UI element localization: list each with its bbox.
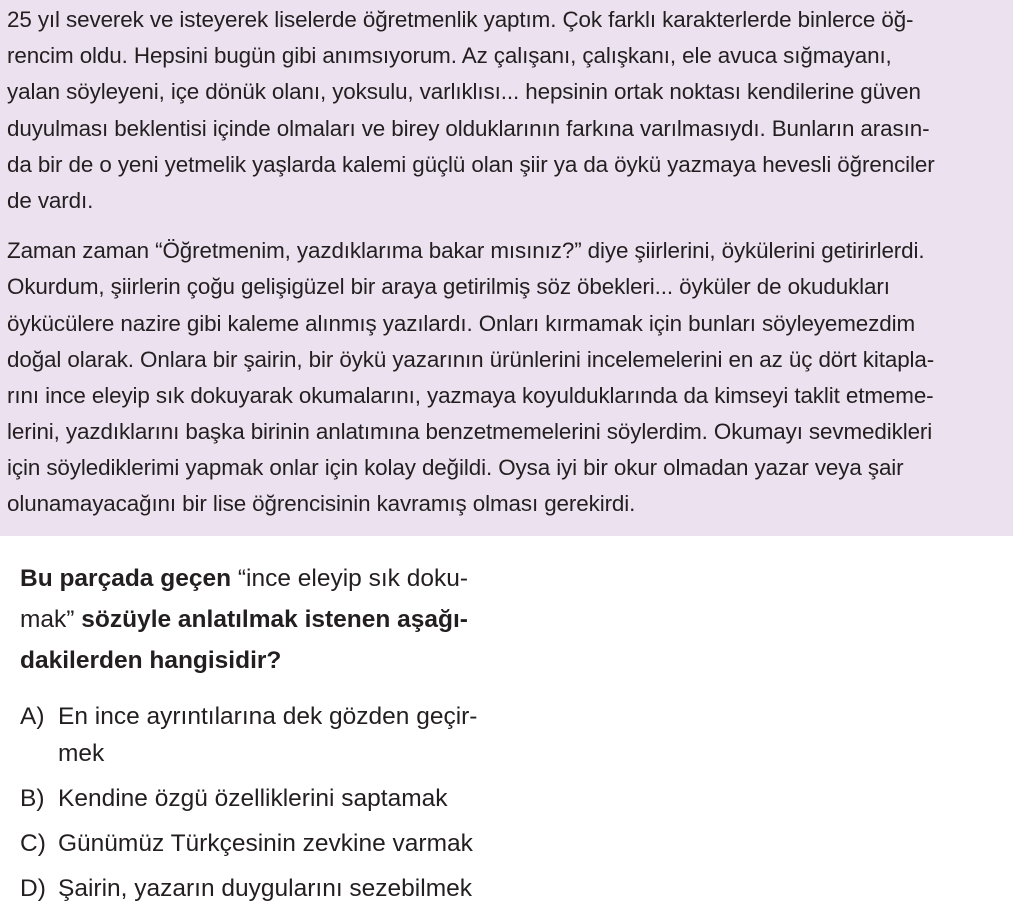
option-text: Günümüz Türkçesinin zevkine varmak xyxy=(58,830,473,857)
question-bold-text: sözüyle anlatılmak istenen aşağı- xyxy=(74,606,468,633)
question-quote-text: mak” xyxy=(20,606,75,633)
option-b[interactable] xyxy=(20,780,1013,817)
option-letter: C) xyxy=(20,830,46,857)
option-letter: B) xyxy=(20,785,45,812)
passage-line: da bir de o yeni yetmelik yaşlarda kalemi güçlü olan şiir ya da öykü yazmaya hevesli öğrenciler xyxy=(7,151,935,177)
passage-line: olunamayacağını bir lise öğrencisinin kavramış olması gerekirdi. xyxy=(7,491,636,517)
option-letter: D) xyxy=(20,875,46,902)
passage-line: duyulması beklentisi içinde olmaları ve birey olduklarının farkına varılmasıydı. Bunların arasın- xyxy=(7,115,930,141)
question-bold-text: dakilerden hangisidir? xyxy=(20,647,282,674)
question-stem xyxy=(0,536,1013,681)
passage-line: yalan söyleyeni, içe dönük olanı, yoksulu, varlıklısı... hepsinin ortak noktası kendilerine güven xyxy=(7,79,921,105)
passage-line: için söylediklerimi yapmak onlar için kolay değildi. Oysa iyi bir okur olmadan yazar veya şair xyxy=(7,455,904,481)
passage-line: 25 yıl severek ve isteyerek liselerde öğretmenlik yaptım. Çok farklı karakterlerde binlerce öğ- xyxy=(7,7,914,32)
option-letter: A) xyxy=(20,703,45,730)
passage-line: doğal olarak. Onlara bir şairin, bir öykü yazarının ürünlerini incelemelerini en az üç dört kitapla- xyxy=(7,346,935,372)
option-text: En ince ayrıntılarına dek gözden geçir- xyxy=(58,703,478,730)
passage-line: öykücülere nazire gibi kaleme alınmış yazılardı. Onları kırmamak için bunları söyleyemezdim xyxy=(7,310,916,336)
passage-paragraph-2 xyxy=(7,233,1013,523)
passage-line: Okurdum, şiirlerin çoğu gelişigüzel bir araya getirilmiş söz öbekleri... öyküler de okudukları xyxy=(7,274,890,300)
option-text: Kendine özgü özelliklerini saptamak xyxy=(58,785,448,812)
passage-paragraph-1 xyxy=(7,2,1013,219)
passage-line: rencim oldu. Hepsini bugün gibi anımsıyorum. Az çalışanı, çalışkanı, ele avuca sığmayanı, xyxy=(7,43,892,69)
question-bold-text: Bu parçada geçen xyxy=(20,565,232,592)
option-text-continued: mek xyxy=(58,740,105,767)
option-c[interactable] xyxy=(20,825,1013,862)
question-line xyxy=(20,640,1013,681)
passage-line: de vardı. xyxy=(7,187,94,213)
option-a[interactable] xyxy=(20,698,1013,772)
passage-line: Zaman zaman “Öğretmenim, yazdıklarıma bakar mısınız?” diye şiirlerini, öykülerini getirirlerdi. xyxy=(7,238,925,264)
question-line xyxy=(20,558,1013,599)
question-quote-text: “ince eleyip sık doku- xyxy=(231,565,468,592)
question-line xyxy=(20,599,1013,640)
passage-line: rını ince eleyip sık dokuyarak okumalarını, yazmaya koyulduklarında da kimseyi taklit etmeme- xyxy=(7,382,934,408)
passage-line: lerini, yazdıklarını başka birinin anlatımına benzetmemelerini söylerdim. Okumayı sevmedikleri xyxy=(7,419,933,445)
option-text: Şairin, yazarın duygularını sezebilmek xyxy=(58,875,472,902)
answer-options xyxy=(0,681,1013,907)
option-d[interactable] xyxy=(20,870,1013,907)
